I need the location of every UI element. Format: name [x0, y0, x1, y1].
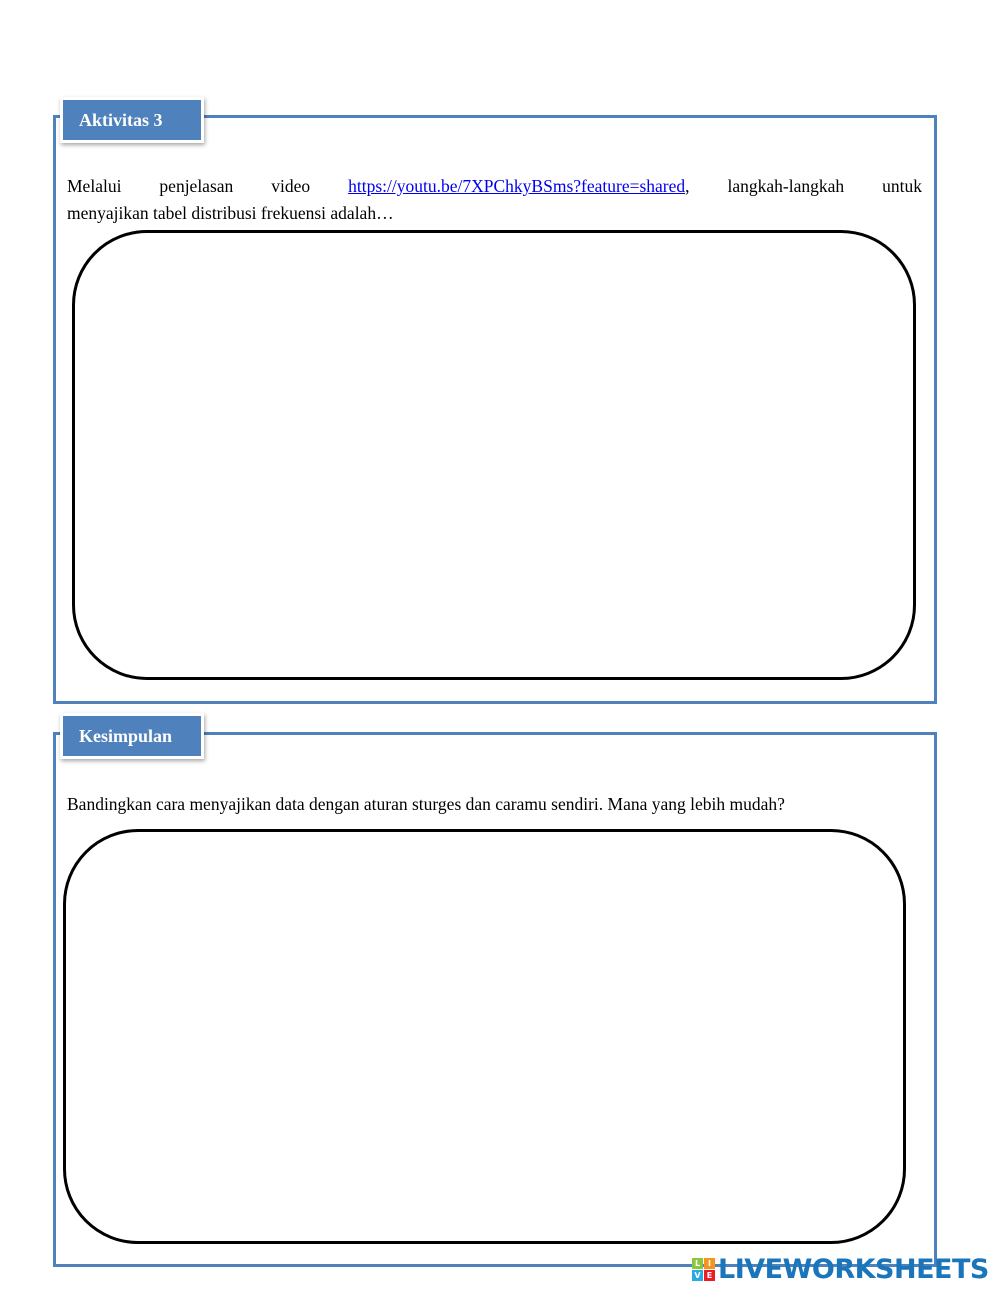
- activity-instruction-line-1: [67, 173, 922, 200]
- conclusion-answer-box[interactable]: [63, 829, 906, 1244]
- instruction-word: Melalui: [67, 176, 122, 196]
- mark-letter: V: [692, 1270, 703, 1281]
- mark-letter: I: [704, 1258, 715, 1269]
- activity-instruction-line-2: menyajikan tabel distribusi frekuensi adalah…: [67, 203, 394, 223]
- conclusion-tab-label: Kesimpulan: [60, 713, 204, 759]
- instruction-word: penjelasan: [159, 176, 234, 196]
- video-link-group: [348, 173, 689, 200]
- instruction-word: untuk: [882, 176, 922, 196]
- activity-answer-box[interactable]: [72, 230, 916, 680]
- brand-name: LIVEWORKSHEETS: [718, 1253, 989, 1285]
- liveworksheets-logo: [692, 1252, 989, 1286]
- activity-instruction: [67, 173, 922, 227]
- instruction-word: langkah-langkah: [727, 176, 845, 196]
- liveworksheets-mark-icon: [692, 1258, 715, 1281]
- instruction-word: video: [271, 176, 311, 196]
- video-link[interactable]: https://youtu.be/7XPChkyBSms?feature=shared: [348, 176, 686, 196]
- mark-letter: L: [692, 1258, 703, 1269]
- conclusion-question: Bandingkan cara menyajikan data dengan aturan sturges dan caramu sendiri. Mana yang lebih mudah?: [67, 794, 785, 814]
- link-comma: ,: [685, 176, 690, 196]
- mark-letter: E: [704, 1270, 715, 1281]
- activity-tab-label: Aktivitas 3: [60, 97, 204, 143]
